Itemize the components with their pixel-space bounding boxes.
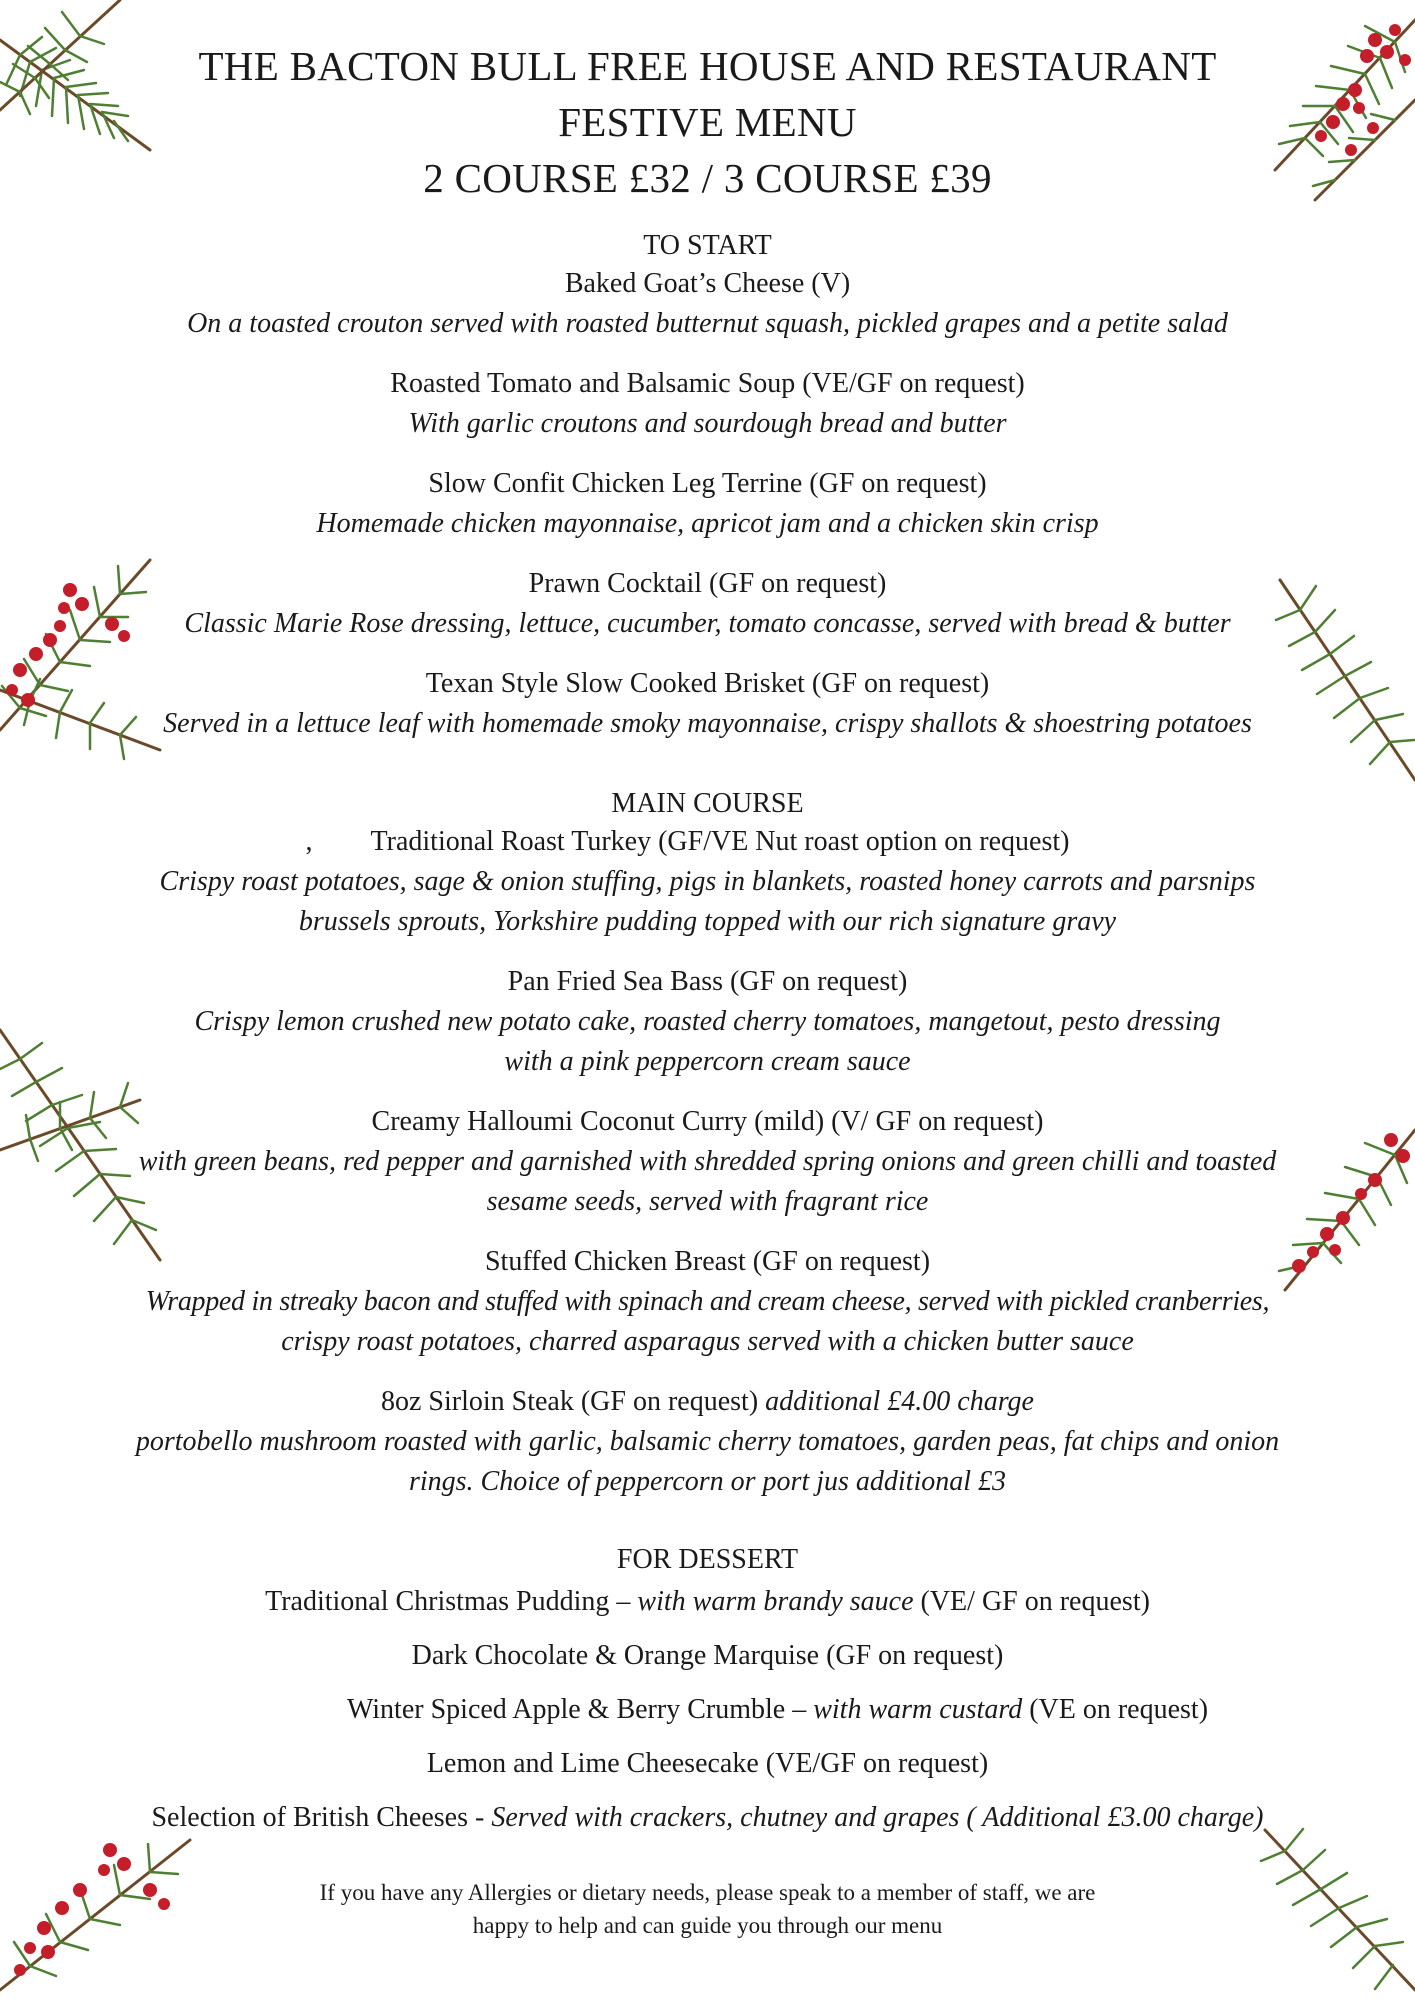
desserts-section bbox=[0, 1542, 1415, 1838]
menu-item bbox=[0, 464, 1415, 544]
dish-description: portobello mushroom roasted with garlic, balsamic cherry tomatoes, garden peas, fat chips and onion bbox=[135, 1426, 1280, 1457]
menu-item bbox=[0, 364, 1415, 444]
dish-name bbox=[0, 1382, 1415, 1422]
dash-separator: – bbox=[785, 1694, 814, 1725]
menu-item bbox=[0, 822, 1415, 942]
menu-item bbox=[0, 664, 1415, 744]
dish-name-text: Dark Chocolate & Orange Marquise (GF on request) bbox=[411, 1640, 1004, 1671]
surcharge-note: additional £4.00 charge bbox=[765, 1386, 1034, 1417]
dish-description: Crispy roast potatoes, sage & onion stuffing, pigs in blankets, roasted honey carrots and parsnips bbox=[159, 866, 1256, 897]
mains-section bbox=[0, 786, 1415, 1502]
dish-name bbox=[0, 822, 1415, 862]
dish-name: Creamy Halloumi Coconut Curry (mild) (V/ GF on request) bbox=[371, 1106, 1044, 1137]
dessert-item bbox=[0, 1798, 1415, 1838]
dish-name-text: Winter Spiced Apple & Berry Crumble bbox=[346, 1694, 786, 1725]
dish-name-text: 8oz Sirloin Steak (GF on request) bbox=[380, 1386, 759, 1417]
section-heading: TO START bbox=[643, 230, 772, 261]
dessert-item bbox=[0, 1582, 1415, 1622]
dietary-tag: (VE/ GF on request) bbox=[913, 1586, 1150, 1617]
dish-description: Homemade chicken mayonnaise, apricot jam and a chicken skin crisp bbox=[316, 508, 1099, 539]
starters-section bbox=[0, 228, 1415, 744]
dish-description: Served in a lettuce leaf with homemade smoky mayonnaise, crispy shallots & shoestring potatoes bbox=[163, 708, 1252, 739]
dish-description: Crispy lemon crushed new potato cake, roasted cherry tomatoes, mangetout, pesto dressing bbox=[194, 1006, 1221, 1037]
dish-name: Baked Goat’s Cheese (V) bbox=[564, 268, 851, 299]
dish-description: with green beans, red pepper and garnished with shredded spring onions and green chilli and toasted bbox=[138, 1146, 1277, 1177]
dish-description: With garlic croutons and sourdough bread and butter bbox=[408, 408, 1007, 439]
allergy-note-line: happy to help and can guide you through our menu bbox=[472, 1913, 943, 1938]
menu-item bbox=[0, 962, 1415, 1082]
menu-title: FESTIVE MENU bbox=[558, 99, 857, 145]
dish-description-cont: sesame seeds, served with fragrant rice bbox=[486, 1186, 929, 1217]
section-heading: FOR DESSERT bbox=[616, 1544, 799, 1575]
allergy-note-line: If you have any Allergies or dietary needs, please speak to a member of staff, we are bbox=[319, 1880, 1096, 1905]
menu-item bbox=[0, 1382, 1415, 1502]
menu-item bbox=[0, 564, 1415, 644]
menu-item bbox=[0, 1242, 1415, 1362]
dish-name-text: Lemon and Lime Cheesecake (VE/GF on request) bbox=[426, 1748, 989, 1779]
menu-item bbox=[0, 264, 1415, 344]
dessert-item bbox=[140, 1690, 1415, 1730]
section-heading: MAIN COURSE bbox=[611, 788, 804, 819]
dish-description-cont: with a pink peppercorn cream sauce bbox=[504, 1046, 911, 1077]
menu-item bbox=[0, 1102, 1415, 1222]
dish-description: with warm brandy sauce bbox=[637, 1586, 914, 1617]
course-pricing: 2 COURSE £32 / 3 COURSE £39 bbox=[423, 155, 992, 201]
allergy-note bbox=[0, 1876, 1415, 1942]
dish-description: Wrapped in streaky bacon and stuffed with spinach and cream cheese, served with pickled cranberries, bbox=[145, 1286, 1270, 1317]
dish-description: On a toasted crouton served with roasted butternut squash, pickled grapes and a petite salad bbox=[187, 308, 1228, 339]
dessert-item bbox=[0, 1744, 1415, 1784]
restaurant-name: THE BACTON BULL FREE HOUSE AND RESTAURANT bbox=[198, 43, 1217, 89]
dash-separator: - bbox=[468, 1802, 492, 1833]
dessert-item bbox=[0, 1636, 1415, 1676]
menu-header bbox=[0, 0, 1415, 206]
dish-description: Served with crackers, chutney and grapes ( Additional £3.00 charge) bbox=[491, 1802, 1264, 1833]
dish-name: Prawn Cocktail (GF on request) bbox=[528, 568, 887, 599]
dish-name: Texan Style Slow Cooked Brisket (GF on request) bbox=[425, 668, 990, 699]
dish-description-cont: rings. Choice of peppercorn or port jus additional £3 bbox=[408, 1466, 1007, 1497]
dish-description-cont: brussels sprouts, Yorkshire pudding topped with our rich signature gravy bbox=[298, 906, 1117, 937]
stray-comma: , bbox=[305, 826, 313, 857]
dish-description: with warm custard bbox=[813, 1694, 1023, 1725]
dish-name: Stuffed Chicken Breast (GF on request) bbox=[484, 1246, 931, 1277]
dish-name: Pan Fried Sea Bass (GF on request) bbox=[507, 966, 908, 997]
dash-separator: – bbox=[609, 1586, 638, 1617]
dish-name-text: Traditional Christmas Pudding bbox=[265, 1586, 610, 1617]
dish-name-text: Selection of British Cheeses bbox=[151, 1802, 468, 1833]
dish-name: Slow Confit Chicken Leg Terrine (GF on request) bbox=[428, 468, 987, 499]
dietary-tag: (VE on request) bbox=[1022, 1694, 1209, 1725]
dish-name: Roasted Tomato and Balsamic Soup (VE/GF on request) bbox=[390, 368, 1025, 399]
dish-description-cont: crispy roast potatoes, charred asparagus served with a chicken butter sauce bbox=[281, 1326, 1134, 1357]
dish-name-text: Traditional Roast Turkey (GF/VE Nut roast option on request) bbox=[370, 826, 1070, 857]
dish-description: Classic Marie Rose dressing, lettuce, cucumber, tomato concasse, served with bread & butter bbox=[184, 608, 1231, 639]
